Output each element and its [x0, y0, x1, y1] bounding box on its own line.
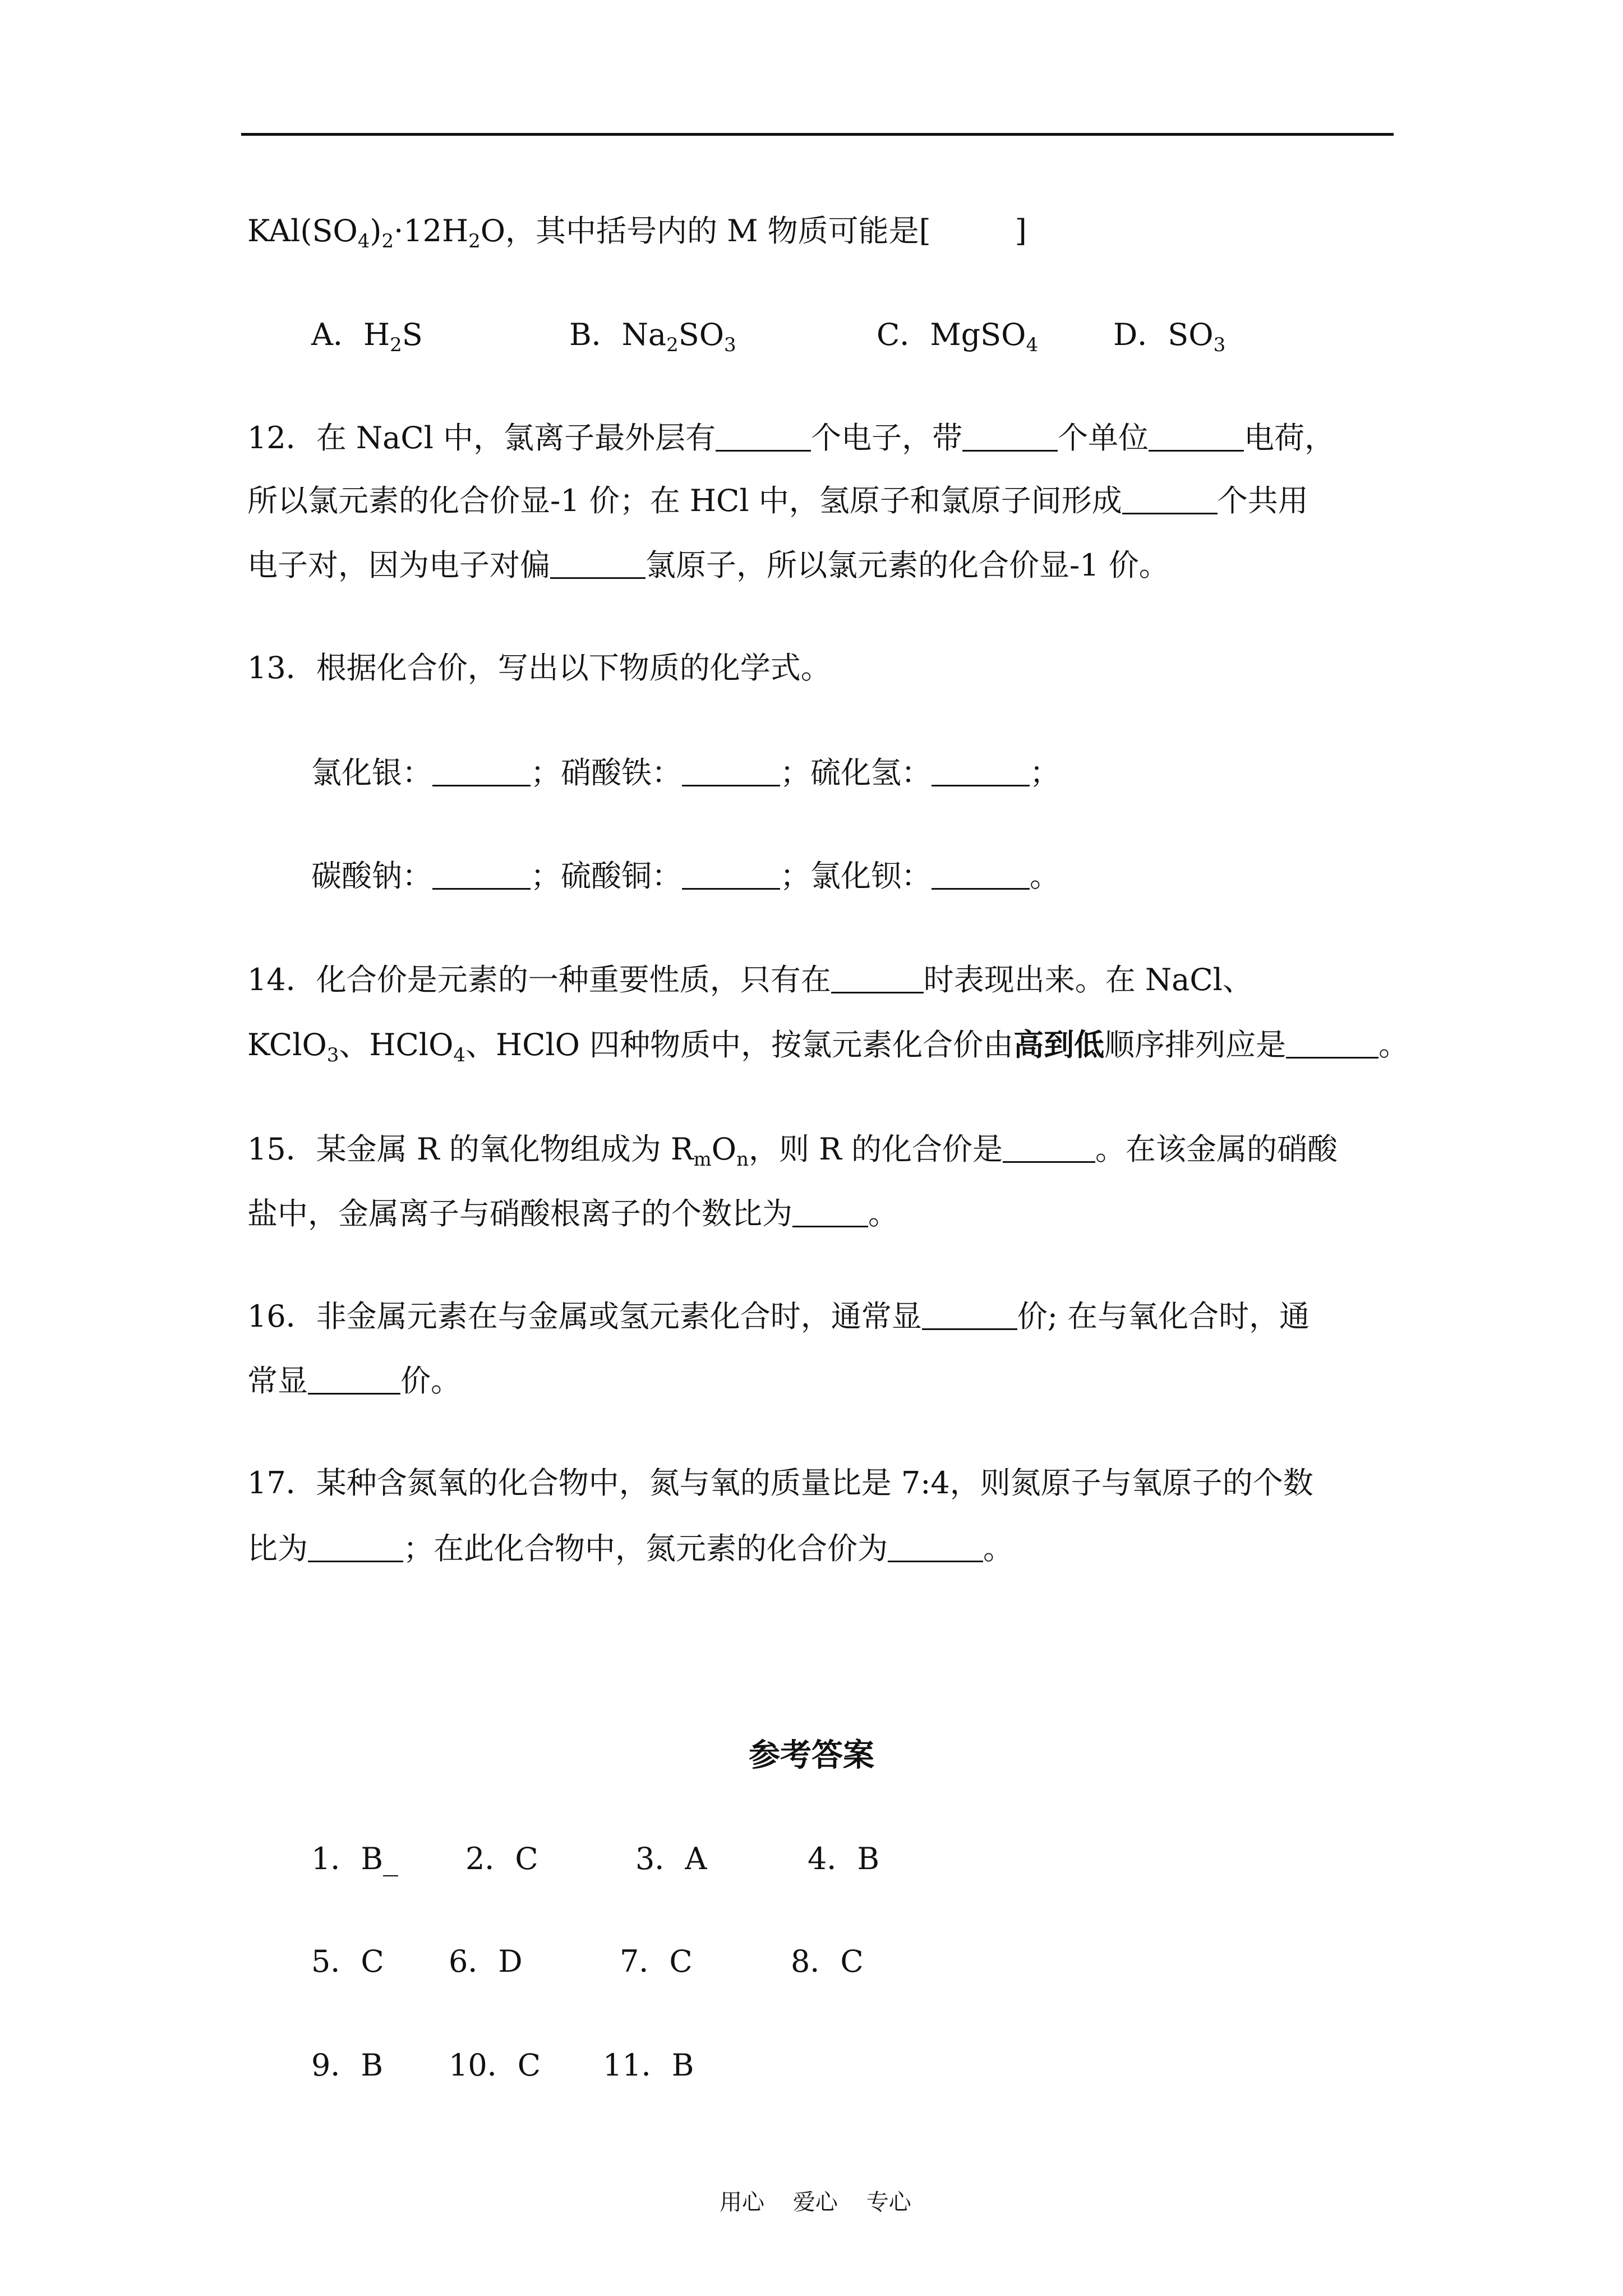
answer-item: 8．C: [791, 1944, 864, 1979]
q16-line-1: 16．非金属元素在与金属或氢元素化合时，通常显 价; 在与氧化合时，通: [247, 1299, 1310, 1334]
blank: [922, 1300, 1017, 1330]
blank: [682, 757, 780, 786]
blank: [932, 757, 1030, 786]
blank: [432, 757, 531, 786]
blank: [1286, 1029, 1378, 1059]
q11-option-d: D．$SO_3$: [1113, 317, 1226, 356]
answer-item: 9．B: [311, 2047, 384, 2083]
blank: [308, 1365, 400, 1395]
q15-line-1: 15．某金属 R 的氧化物组成为 $R_mO_n$，则 R 的化合价是 。在该金属的硝酸: [247, 1131, 1338, 1171]
q11-option-a: A．$H_2S$: [311, 317, 423, 356]
q16-line-2: 常显 价。: [247, 1363, 461, 1398]
blank: [550, 549, 645, 579]
blank: [432, 860, 531, 890]
q14-line-1: 14．化合价是元素的一种重要性质，只有在 时表现出来。在 NaCl、: [247, 962, 1253, 997]
blank: [831, 964, 924, 993]
answer-item: 11．B: [603, 2047, 694, 2083]
q11-tail-line: $KAl(SO_4)_2\cdot 12H_2O$，其中括号内的 M 物质可能是[ ]: [247, 213, 1027, 252]
q11-option-c: C．MgSO$_4$: [877, 317, 1039, 356]
answer-item: 2．C: [465, 1841, 538, 1876]
answer-item: 7．C: [620, 1944, 693, 1979]
blank: [308, 1533, 403, 1562]
q17-line-2: 比为 ；在此化合物中，氮元素的化合价为 。: [247, 1531, 1013, 1566]
answer-item: 5．C: [311, 1944, 384, 1979]
q12-line-1: 12．在 NaCl 中，氯离子最外层有 个电子，带 个单位 电荷，: [247, 420, 1335, 455]
answer-item: 4．B: [808, 1841, 880, 1876]
blank: [1003, 1133, 1095, 1163]
answer-item: 10．C: [449, 2047, 541, 2083]
q13-title: 13．根据化合价，写出以下物质的化学式。: [247, 650, 831, 685]
q13-row-2: 碳酸钠： ；硫酸铜： ；氯化钡： 。: [311, 858, 1060, 894]
q12-line-2: 所以氯元素的化合价显-1 价；在 HCl 中，氢原子和氯原子间形成 个共用: [247, 483, 1308, 518]
blank: [888, 1533, 983, 1562]
blank: [962, 422, 1058, 452]
q17-line-1: 17．某种含氮氧的化合物中，氮与氧的质量比是 7:4，则氮原子与氧原子的个数: [247, 1465, 1313, 1501]
page-footer: 用心 爱心 专心: [720, 2189, 911, 2215]
q13-row-1: 氯化银： ；硝酸铁： ；硫化氢： ；: [311, 755, 1060, 790]
blank: [932, 860, 1030, 890]
answer-item: 6．D: [449, 1944, 523, 1979]
answer-item: 3．A: [635, 1841, 707, 1876]
header-rule: [241, 133, 1394, 136]
q11-option-b: B．$Na_2SO_3$: [569, 317, 736, 356]
q12-line-3: 电子对，因为电子对偏 氯原子，所以氯元素的化合价显-1 价。: [247, 547, 1169, 583]
q14-line-2: KClO$_3$、HClO$_4$、HClO 四种物质中，按氯元素化合价由高到低顺序排列应是 。: [247, 1027, 1409, 1066]
blank: [682, 860, 780, 890]
blank: [1122, 485, 1218, 514]
answers-heading: 参考答案: [749, 1737, 874, 1774]
answer-item: 1．B_: [311, 1841, 399, 1876]
blank: [1149, 422, 1244, 452]
blank: [716, 422, 811, 452]
q15-line-2: 盐中，金属离子与硝酸根离子的个数比为 。: [247, 1196, 898, 1231]
blank: [792, 1198, 868, 1227]
